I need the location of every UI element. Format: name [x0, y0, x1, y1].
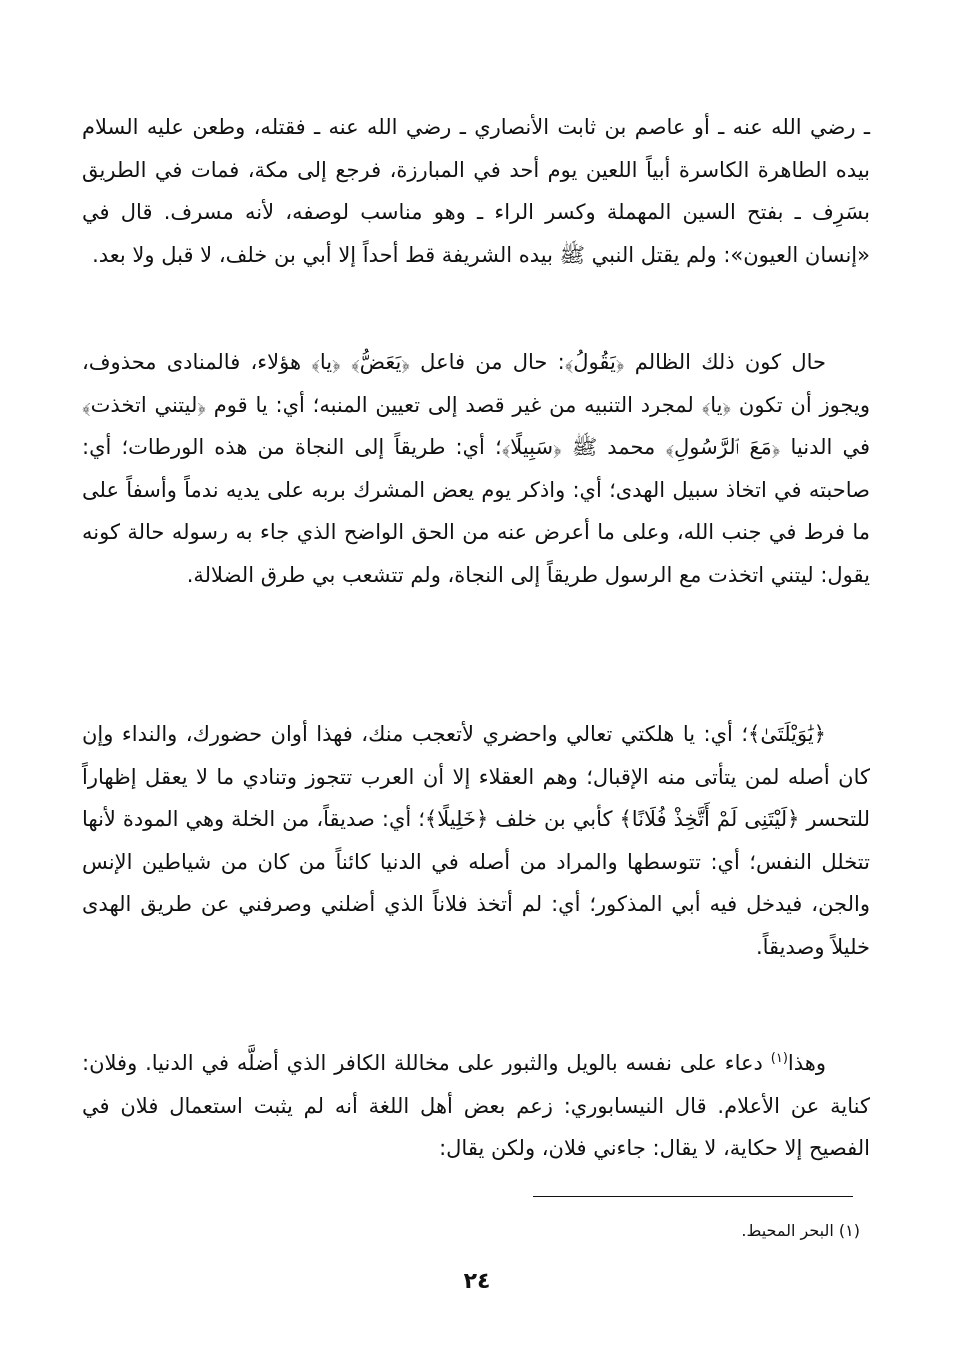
- paragraph-4-text-start: وهذا: [787, 1051, 826, 1075]
- paragraph-1: [82, 106, 870, 276]
- footnote-reference: (١): [770, 1051, 788, 1066]
- paragraph-1-text: ـ رضي الله عنه ـ أو عاصم بن ثابت الأنصاري ـ رضي الله عنه ـ فقتله، وطعن عليه السلام بيده الطاهرة الكاسرة أبياً اللعين يوم أحد في المبارزة، فرجع إلى مكة، فمات في الطريق بسَرِف ـ بفتح السين المهملة وكسر الراء ـ وهو مناسب لوصفه، لأنه مسرف. قال في «إنسان العيون»: ولم يقتل النبي ﷺ بيده الشريفة قط أحداً إلا أبي بن خلف، لا قبل ولا بعد.: [82, 115, 870, 267]
- paragraph-3: [82, 713, 870, 969]
- paragraph-3-text: ﴿يَٰوَيْلَتَىٰ﴾؛ أي: يا هلكتي تعالي واحضري لأتعجب منك، فهذا أوان حضورك، والنداء وإن كان أصله لمن يتأتى منه الإقبال؛ وهم العقلاء إلا أن العرب تتجوز وتنادي ما لا يعقل إظهاراً للتحسر ﴿لَيْتَنِى لَمْ أَتَّخِذْ فُلَانًا﴾ كأبي بن خلف ﴿خَلِيلًا﴾؛ أي: صديقاً، من الخلة وهي المودة لأنها تتخلل النفس؛ أي: تتوسطها والمراد من أصله في الدنيا كائناً من كان من شياطين الإنس والجن، فيدخل فيه أبي المذكور؛ أي: لم أتخذ فلاناً الذي أضلني وصرفني عن طريق الهدى خليلاً وصديقاً.: [82, 722, 870, 959]
- paragraph-2: [82, 341, 870, 597]
- footnote-separator: [533, 1196, 853, 1197]
- paragraph-4: [82, 1042, 870, 1170]
- footnote: [520, 1218, 860, 1244]
- footnote-marker: (١): [838, 1221, 860, 1240]
- paragraph-2-text: حال كون ذلك الظالم ﴿يَقُولُ﴾: حال من فاعل ﴿يَعَضُّ﴾ ﴿يا﴾ هؤلاء، فالمنادى محذوف، ويجوز أن تكون ﴿يا﴾ لمجرد التنبيه من غير قصد إلى تعيين المنبه؛ أي: يا قوم ﴿ليتني اتخذت﴾ في الدنيا ﴿مَعَ ٱلرَّسُولِ﴾ محمد ﷺ ﴿سَبِيلًا﴾؛ أي: طريقاً إلى النجاة من هذه الورطات؛ أي: صاحبته في اتخاذ سبيل الهدى؛ أي: واذكر يوم يعض المشرك بربه على يديه ندماً وأسفاً على ما فرط في جنب الله، وعلى ما أعرض عنه من الحق الواضح الذي جاء به رسوله حالة كونه يقول: ليتني اتخذت مع الرسول طريقاً إلى النجاة، ولم تتشعب بي طرق الضلالة.: [82, 350, 870, 587]
- footnote-text: البحر المحيط.: [741, 1221, 834, 1240]
- page-number: ٢٤: [463, 1269, 491, 1294]
- paragraph-4-text-end: دعاء على نفسه بالويل والثبور على مخاللة الكافر الذي أضلَّه في الدنيا. وفلان: كناية عن الأعلام. قال النيسابوري: زعم بعض أهل اللغة أنه لم يثبت استعمال فلان في الفصيح إلا حكاية، لا يقال: جاءني فلان، ولكن يقال:: [82, 1051, 870, 1161]
